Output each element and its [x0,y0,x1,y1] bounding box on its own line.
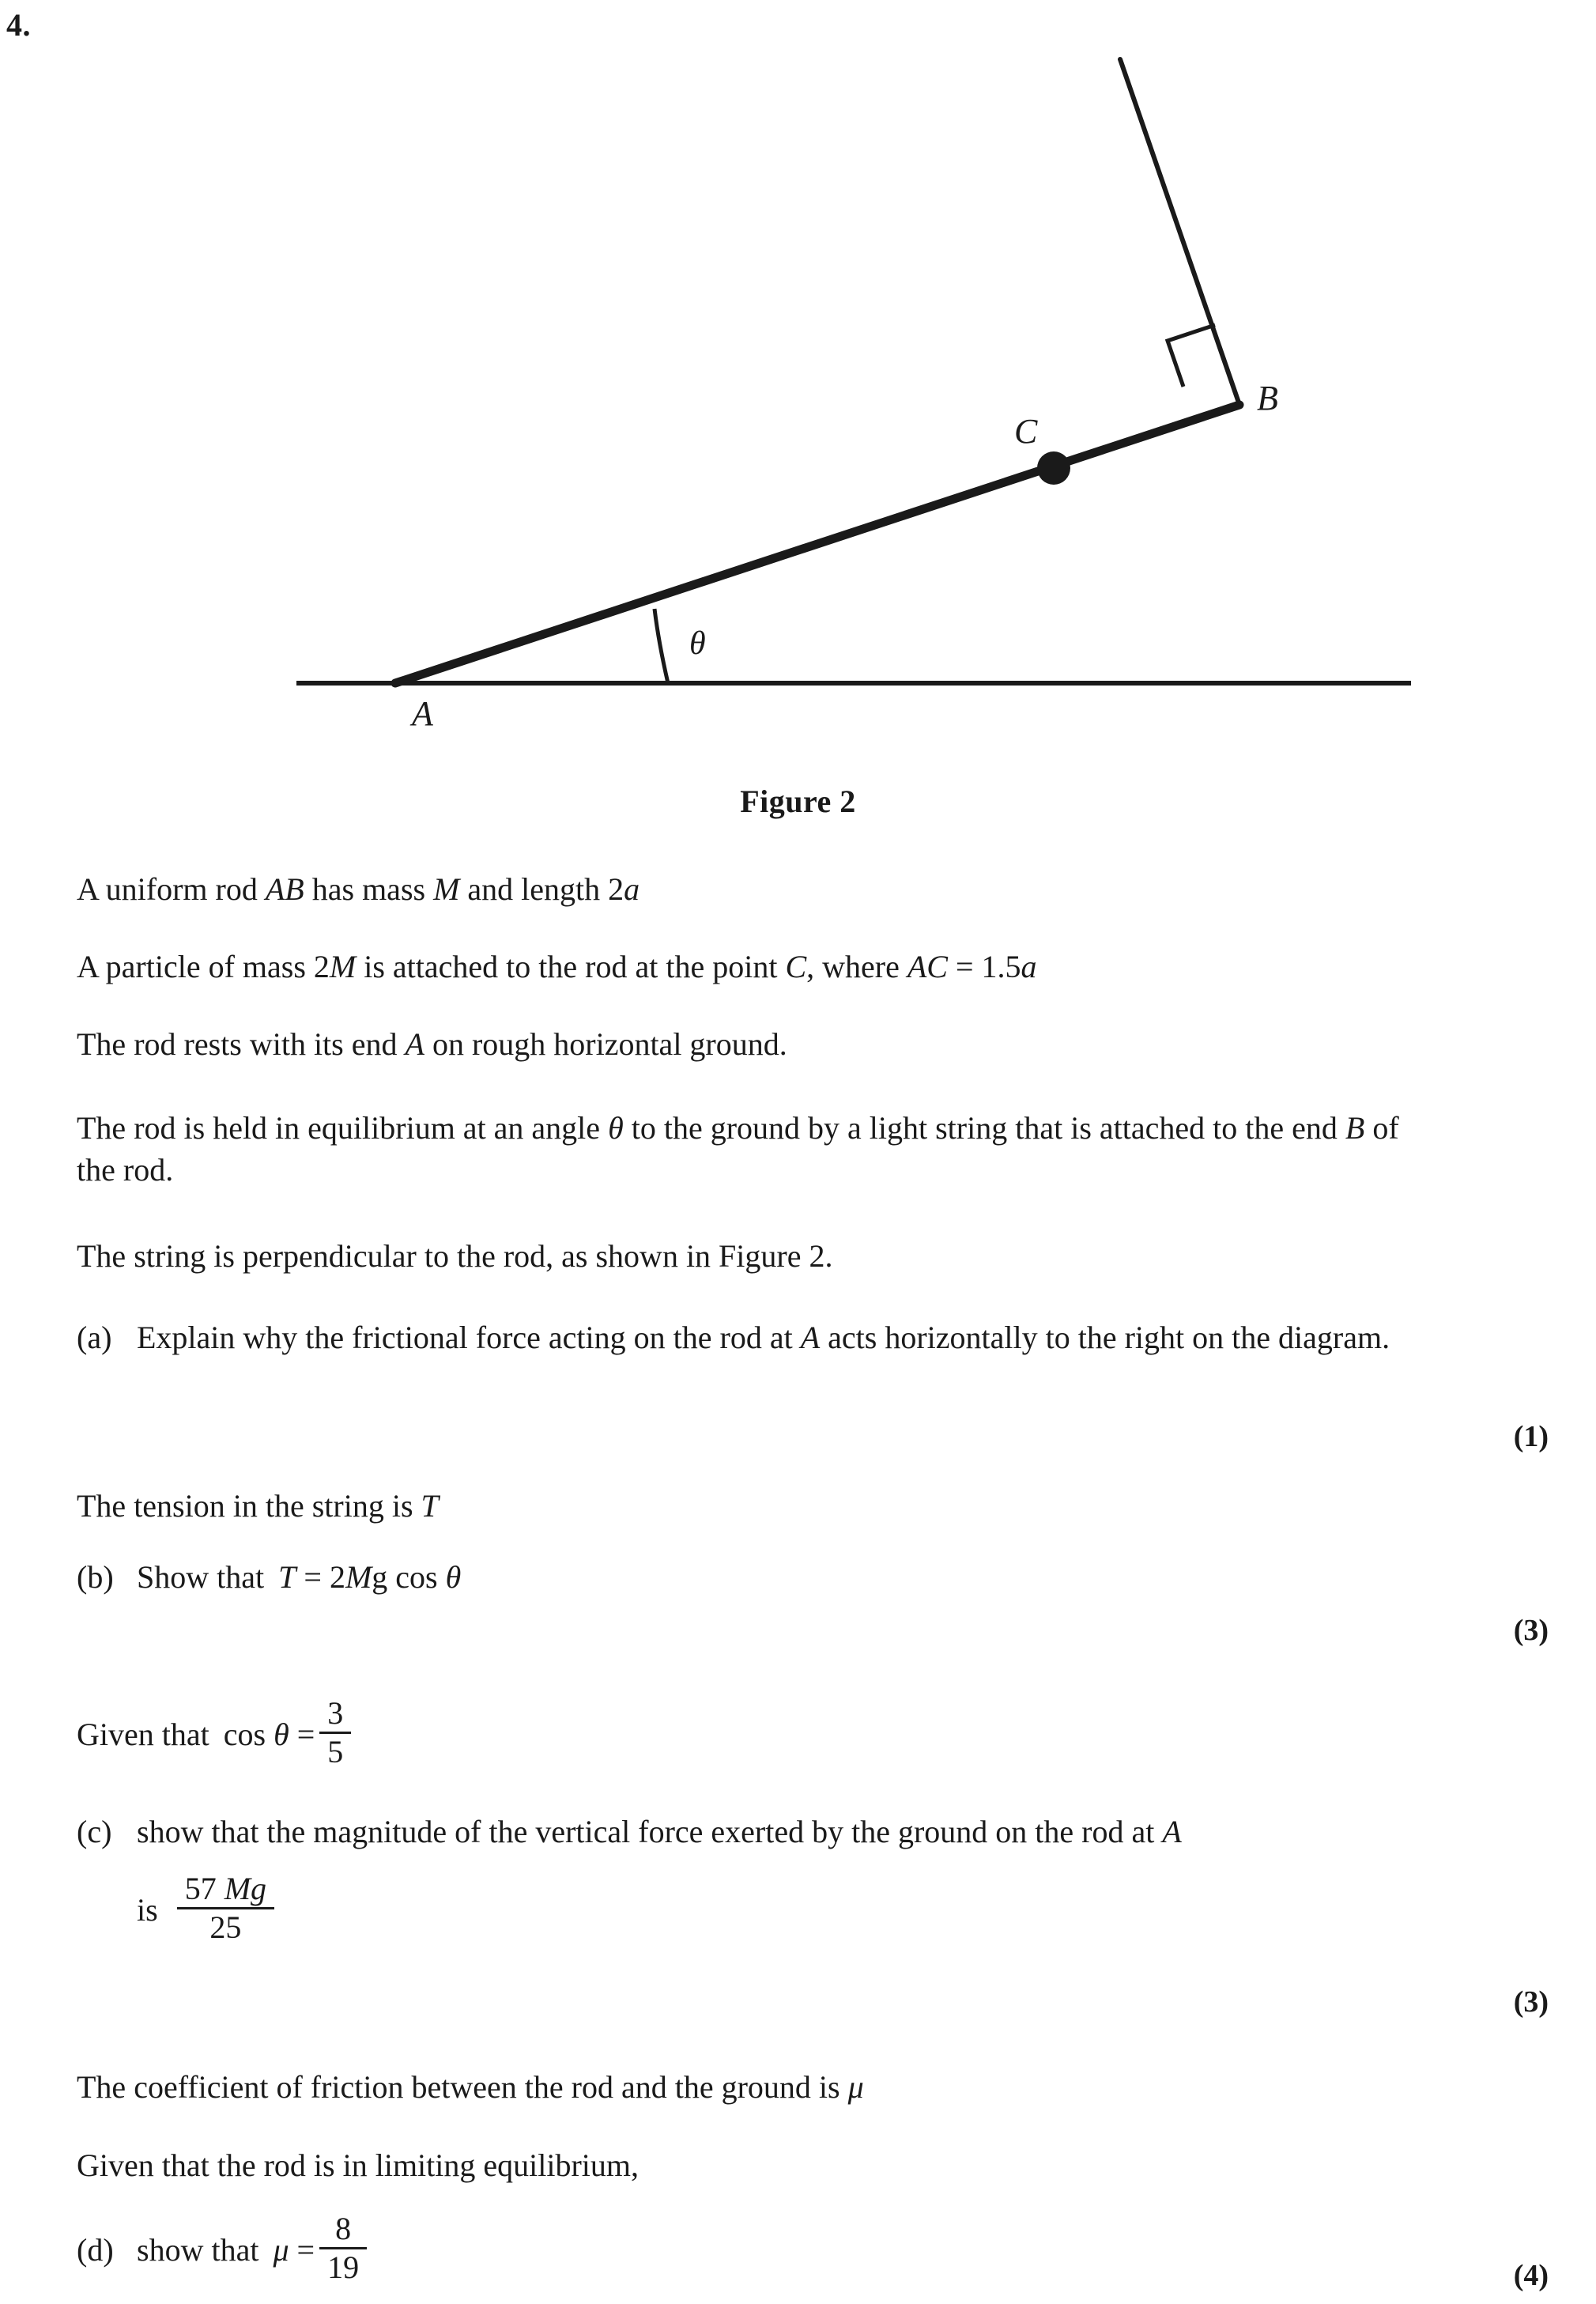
question-part-b [77,1556,1492,1598]
question-part-d [77,2211,372,2286]
fraction-numerator: 3 [327,1695,344,1731]
label-point-c: C [1014,412,1038,451]
label-point-a: A [412,694,433,733]
part-c-expression [137,1871,279,1946]
statement-ground-description: The rod rests with its end A on rough horizontal ground. [77,1026,787,1062]
part-b-marks: (3) [1513,1614,1549,1647]
theta-arc [655,609,668,683]
part-d-text: show that μ = $\frac{8}{19}$ [137,2214,372,2286]
part-d-marks: (4) [1513,2259,1549,2292]
fraction-denominator: 19 [327,2249,360,2285]
statement-rod-description: A uniform rod AB has mass M and length 2a [77,871,640,907]
fraction-eight-nineteenths [319,2212,367,2284]
statement-string-perpendicular: The string is perpendicular to the rod, as shown in Figure 2. [77,1238,833,1274]
fraction-numerator: 57 Mg [184,1871,267,1906]
label-angle-theta: θ [689,625,706,662]
part-c-letter: (c) [77,1814,112,1849]
statement-tension: The tension in the string is T [77,1488,439,1524]
label-point-b: B [1257,379,1278,417]
statement-equilibrium-description: The rod is held in equilibrium at an angle θ to the ground by a light string that is attached to the end B of the rod. [77,1110,1399,1188]
part-d-letter: (d) [77,2231,114,2268]
rod-line [395,405,1239,683]
fraction-denominator: 25 [209,1909,242,1945]
fraction-denominator: 5 [327,1734,344,1770]
right-angle-marker [1168,325,1215,387]
fraction-three-fifths [319,1697,351,1769]
particle-dot-c [1037,451,1070,485]
statement-friction-coefficient: The coefficient of friction between the rod and the ground is μ [77,2069,864,2105]
part-b-letter: (b) [77,1559,114,1595]
part-a-letter: (a) [77,1320,112,1355]
statement-limiting-equilibrium: Given that the rod is in limiting equilibrium, [77,2147,640,2183]
figure-svg [0,0,1596,759]
statement-particle-description: A particle of mass 2M is attached to the rod at the point C, where AC = 1.5a [77,949,1037,984]
question-part-c [77,1811,1492,1853]
part-c-is-label: is [137,1891,158,1928]
part-a-marks: (1) [1513,1420,1549,1453]
part-a-text: Explain why the frictional force acting on the rod at A acts horizontally to the right on the diagram. [137,1320,1390,1355]
string-line [1120,59,1239,405]
fraction-57mg-over-25 [177,1872,274,1944]
question-number: 4. [6,7,31,43]
question-part-a [77,1316,1492,1358]
figure-caption: Figure 2 [740,784,856,819]
part-c-text: show that the magnitude of the vertical force exerted by the ground on the rod at A [137,1814,1182,1849]
part-c-marks: (3) [1513,1985,1549,2019]
statement-given-cos: Given that cos θ = $\frac{3}{5}$ [77,1698,356,1770]
part-b-text: Show that T = 2Mg cos θ [137,1559,462,1595]
fraction-numerator: 8 [335,2211,352,2246]
figure-2-diagram [0,0,1596,759]
